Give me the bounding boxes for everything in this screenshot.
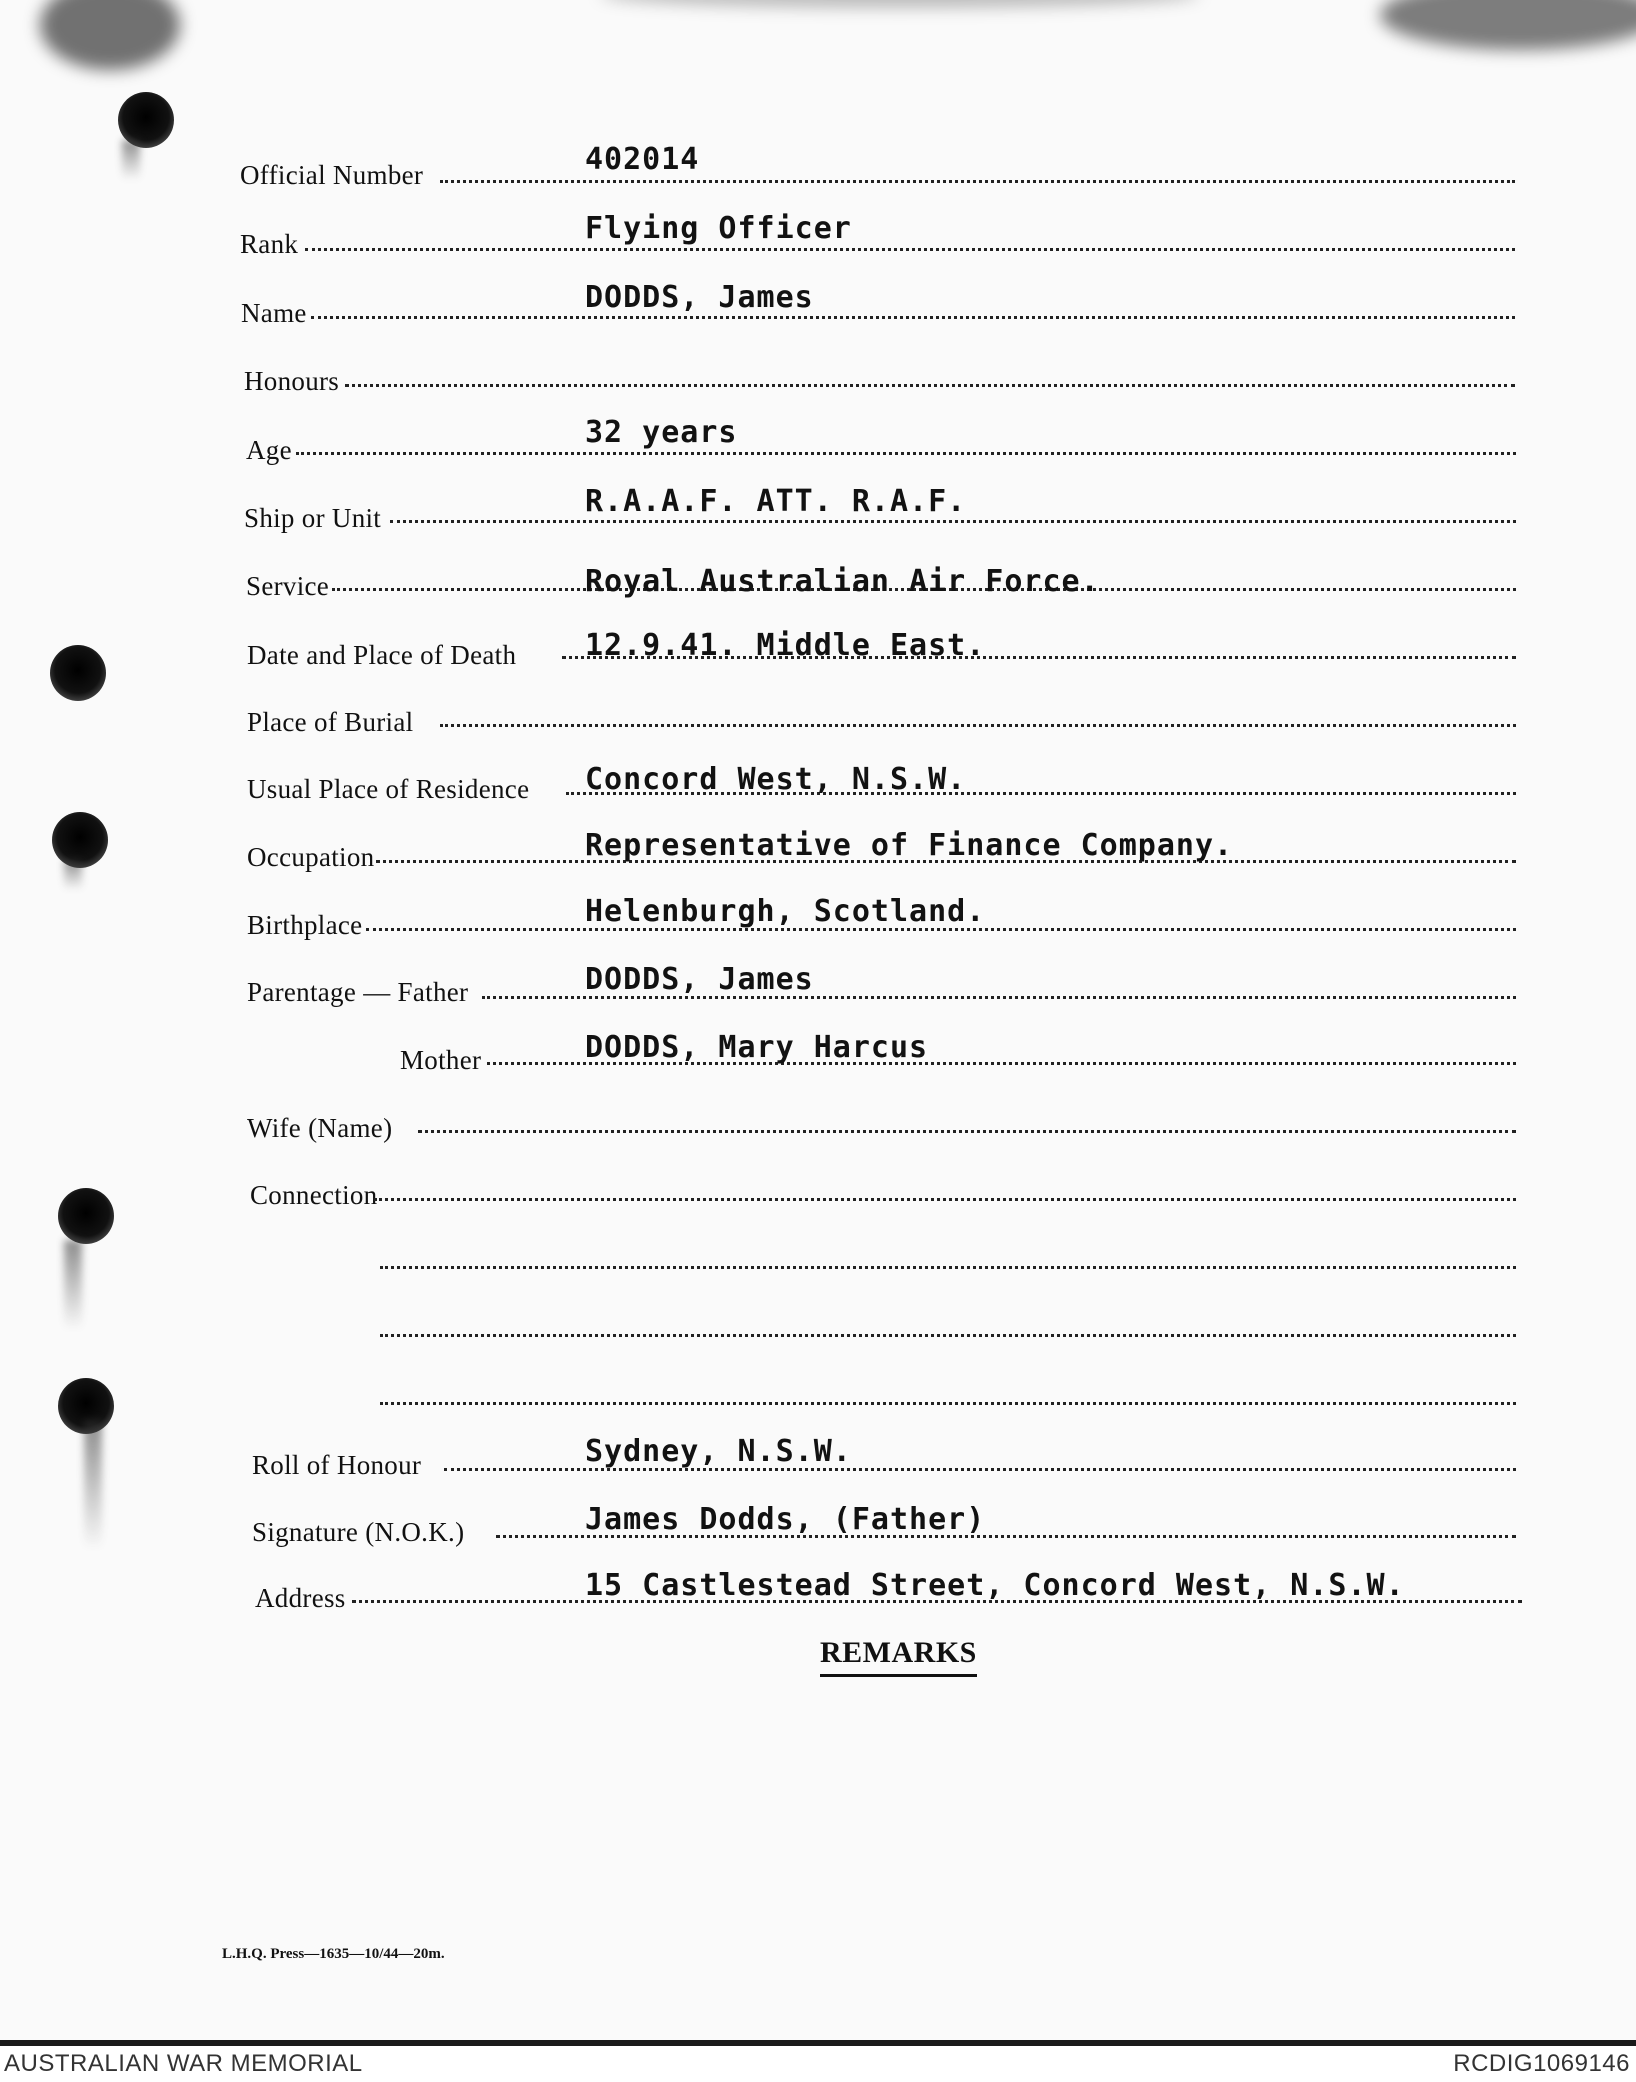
field-value: DODDS, James: [585, 962, 814, 997]
field-value: 15 Castlestead Street, Concord West, N.S.W.: [585, 1568, 1405, 1603]
field-label: Birthplace: [247, 910, 363, 940]
punch-hole: [50, 645, 106, 701]
field-value: Concord West, N.S.W.: [585, 762, 967, 797]
field-value: DODDS, James: [585, 280, 814, 315]
field-label: Official Number: [240, 160, 424, 190]
scan-smudge: [600, 0, 1200, 8]
field-value: Representative of Finance Company.: [585, 828, 1234, 863]
dotted-leader: [296, 452, 1516, 455]
punch-hole-shadow: [122, 140, 140, 180]
dotted-leader: [311, 316, 1515, 319]
scan-smudge: [40, 0, 180, 70]
field-value: Sydney, N.S.W.: [585, 1434, 852, 1469]
field-label: Date and Place of Death: [247, 640, 517, 670]
field-label: Address: [255, 1583, 346, 1613]
punch-hole: [58, 1188, 114, 1244]
field-label: Connection: [250, 1180, 378, 1210]
punch-hole-shadow: [84, 1420, 102, 1550]
field-value: Helenburgh, Scotland.: [585, 894, 986, 929]
field-value: 402014: [585, 142, 700, 177]
punch-hole-shadow: [64, 860, 82, 890]
dotted-leader: [440, 724, 1516, 727]
dotted-leader: [418, 1130, 1516, 1133]
field-value: 32 years: [585, 415, 738, 450]
field-label: Roll of Honour: [252, 1450, 422, 1480]
field-label: Rank: [240, 229, 299, 259]
field-label: Service: [246, 571, 330, 601]
field-label: Honours: [244, 366, 340, 396]
field-label: Wife (Name): [247, 1113, 393, 1143]
scan-smudge: [1380, 0, 1636, 50]
dotted-leader: [440, 180, 1515, 183]
dotted-leader: [380, 1266, 1516, 1269]
dotted-leader: [390, 520, 1516, 523]
field-label: Place of Burial: [247, 707, 414, 737]
field-value: Flying Officer: [585, 211, 852, 246]
field-value: R.A.A.F. ATT. R.A.F.: [585, 484, 967, 519]
footer-record-id: RCDIG1069146: [1453, 2050, 1630, 2077]
field-label: Ship or Unit: [244, 503, 382, 533]
press-imprint: L.H.Q. Press—1635—10/44—20m.: [222, 1946, 445, 1962]
dotted-leader: [380, 1402, 1516, 1405]
field-value: James Dodds, (Father): [585, 1502, 986, 1537]
remarks-heading: REMARKS: [820, 1636, 977, 1677]
field-label: Age: [246, 435, 292, 465]
field-value: 12.9.41. Middle East.: [585, 628, 986, 663]
field-label: Usual Place of Residence: [247, 774, 530, 804]
field-label: Name: [241, 298, 307, 328]
field-label: Parentage — Father: [247, 977, 469, 1007]
footer-archive-name: AUSTRALIAN WAR MEMORIAL: [4, 2050, 363, 2077]
dotted-leader: [380, 1334, 1516, 1337]
field-value: Royal Australian Air Force.: [585, 564, 1100, 599]
field-label: Mother: [400, 1045, 482, 1075]
field-value: DODDS, Mary Harcus: [585, 1030, 929, 1065]
dotted-leader: [305, 248, 1515, 251]
dotted-leader: [345, 384, 1515, 387]
field-label: Signature (N.O.K.): [252, 1517, 465, 1547]
field-label: Occupation: [247, 842, 375, 872]
bottom-rule: [0, 2040, 1636, 2046]
punch-hole-shadow: [64, 1240, 82, 1330]
dotted-leader: [374, 1198, 1516, 1201]
